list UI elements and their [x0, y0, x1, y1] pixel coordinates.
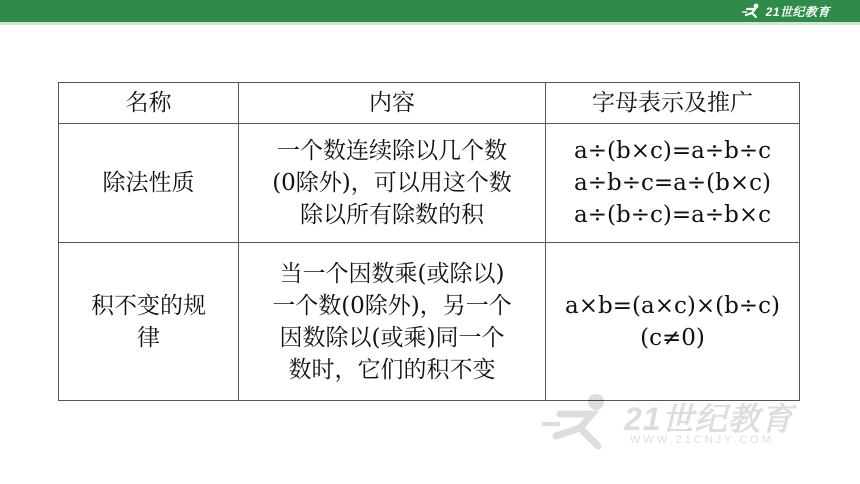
row2-content-line: 一个数(0除外)，另一个: [272, 292, 512, 319]
row1-content-line: (0除外)，可以用这个数: [272, 170, 512, 196]
row1-formula-line: a÷(b×c)=a÷b÷c: [574, 138, 771, 164]
row1-content: [239, 124, 546, 243]
top-banner: [0, 0, 860, 22]
row2-content-line: 数时，它们的积不变: [288, 356, 496, 383]
table-row: [59, 243, 800, 401]
row2-name-line: 律: [137, 324, 160, 351]
row2-name: [59, 243, 239, 401]
runner-icon: [741, 3, 763, 19]
banner-stripe: [0, 22, 860, 25]
watermark-text: 21世纪教育: [624, 401, 794, 437]
watermark-runner-icon: [540, 392, 620, 452]
row1-formula-line: a÷(b÷c)=a÷b×c: [574, 202, 771, 228]
brand-logo: [741, 2, 830, 20]
row2-name-line: 积不变的规: [91, 292, 206, 319]
table-header-row: [59, 83, 800, 124]
row2-content: [239, 243, 546, 401]
row2-content-line: 当一个因数乘(或除以): [279, 260, 505, 287]
header-name: 名称: [59, 83, 239, 124]
table-row: [59, 124, 800, 243]
row1-formula: [546, 124, 800, 243]
row2-formula-line: (c≠0): [640, 324, 705, 351]
header-formula: 字母表示及推广: [546, 83, 800, 124]
row2-formula-line: a×b=(a×c)×(b÷c): [565, 292, 780, 319]
row2-content-line: 因数除以(或乘)同一个: [279, 324, 505, 351]
row1-content-line: 一个数连续除以几个数: [277, 138, 507, 164]
watermark: [540, 392, 840, 454]
rules-table: [58, 82, 800, 401]
row1-name: 除法性质: [59, 124, 239, 243]
watermark-url: WWW.21CNJY.COM: [630, 434, 774, 446]
row1-content-line: 除以所有除数的积: [300, 202, 484, 228]
header-content: 内容: [239, 83, 546, 124]
row1-formula-line: a÷b÷c=a÷(b×c): [574, 170, 771, 196]
logo-text: 21世纪教育: [765, 4, 830, 19]
row2-formula: [546, 243, 800, 401]
